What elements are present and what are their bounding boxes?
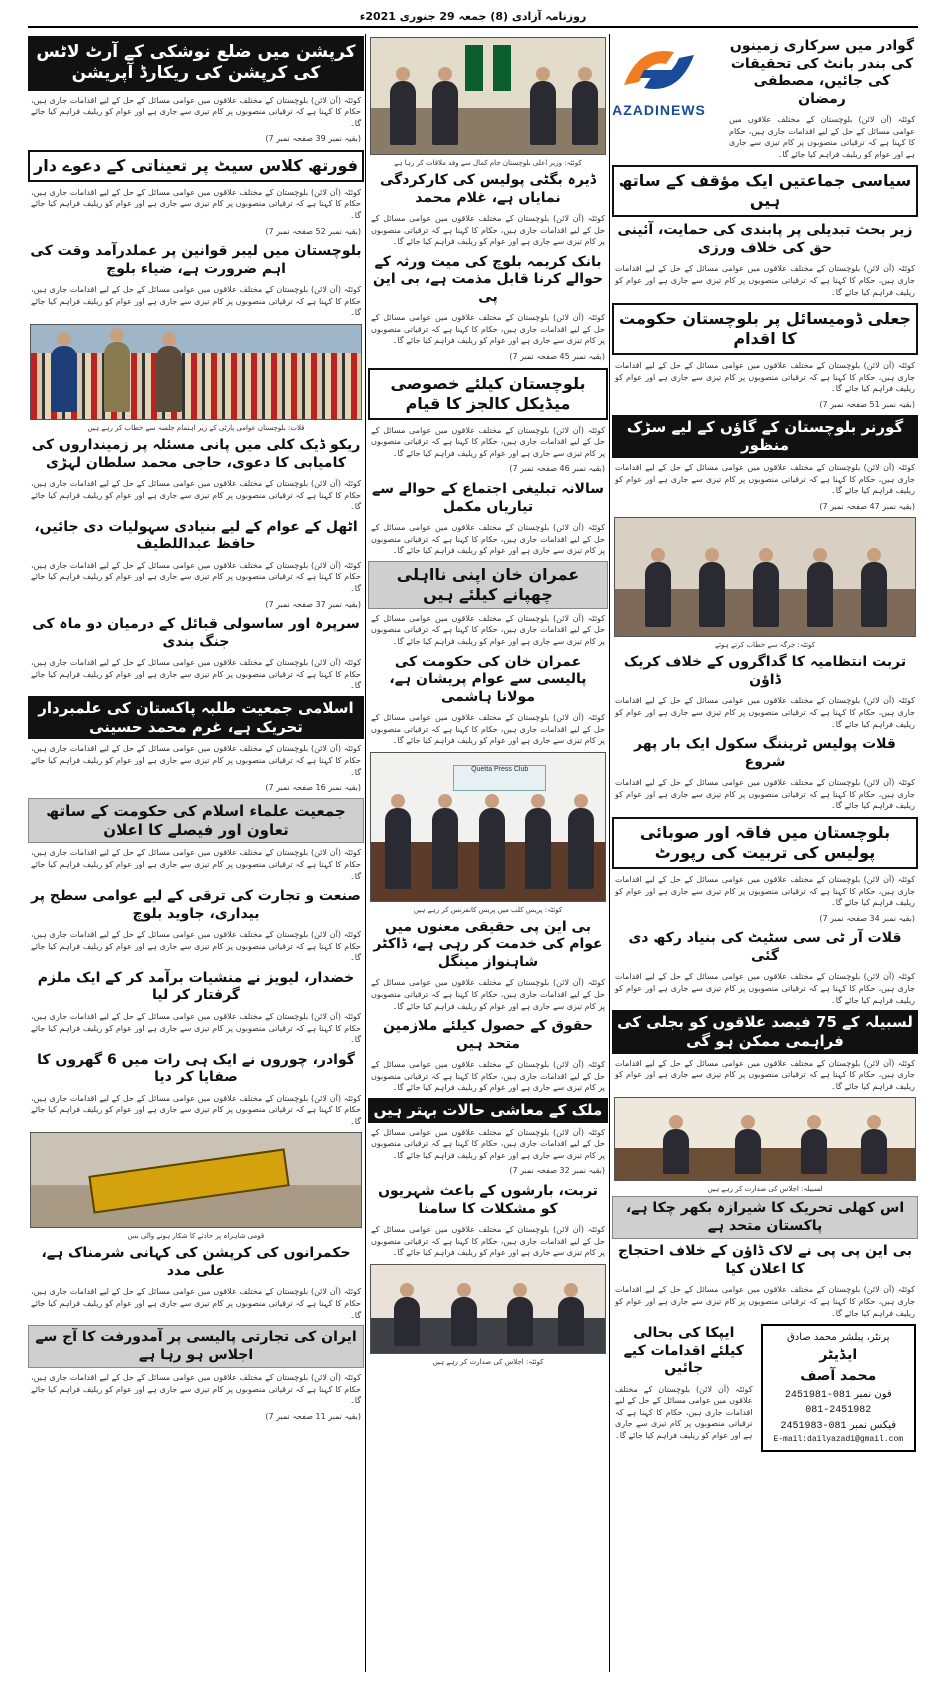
headline: فورتھ کلاس سیٹ پر تعیناتی کے دعوے دار xyxy=(28,150,364,182)
column-rule xyxy=(609,34,610,1672)
article-body: کوئٹہ (آن لائن) بلوچستان کے مختلف علاقوں میں عوامی مسائل کے حل کے لیے اقدامات جاری ہیں، حکام کا کہنا ہے کہ ترقیاتی منصوبوں پر کام تیزی سے جاری ہے اور عوام کو ریلیف فراہم کیا جائے گا۔ xyxy=(371,613,605,646)
article-body: کوئٹہ (آن لائن) بلوچستان کے مختلف علاقوں میں عوامی مسائل کے حل کے لیے اقدامات جاری ہیں، حکام کا کہنا ہے کہ ترقیاتی منصوبوں پر کام تیزی سے جاری ہے اور عوام کو ریلیف فراہم کیا جائے گا۔ xyxy=(615,696,915,729)
press-conference-photo xyxy=(370,752,606,902)
article-body: کوئٹہ (آن لائن) بلوچستان کے مختلف علاقوں میں عوامی مسائل کے حل کے لیے اقدامات جاری ہیں، حکام کا کہنا ہے کہ ترقیاتی منصوبوں پر کام تیزی سے جاری ہے اور عوام کو ریلیف فراہم کیا جائے گا۔ xyxy=(31,285,361,318)
headline: سرپرہ اور ساسولی قبائل کے درمیان دو ماہ کی جنگ بندی xyxy=(32,616,360,650)
bus-accident-photo xyxy=(30,1132,362,1228)
right-column xyxy=(612,34,918,1672)
continuation: (بقیہ نمبر 51 صفحہ نمبر 7) xyxy=(819,399,915,409)
headline: جمعیت علماء اسلام کی حکومت کے ساتھ تعاون اور فیصلے کا اعلان xyxy=(28,798,364,844)
publisher: پرنٹر، پبلشر محمد صادق xyxy=(786,1332,890,1344)
article-body: کوئٹہ (آن لائن) بلوچستان کے مختلف علاقوں میں عوامی مسائل کے حل کے لیے اقدامات جاری ہیں، حکام کا کہنا ہے کہ ترقیاتی منصوبوں پر کام تیزی سے جاری ہے اور عوام کو ریلیف فراہم کیا جائے گا۔ xyxy=(371,978,605,1011)
article-body: کوئٹہ (آن لائن) بلوچستان کے مختلف علاقوں میں عوامی مسائل کے حل کے لیے اقدامات جاری ہیں، حکام کا کہنا ہے کہ ترقیاتی منصوبوں پر کام تیزی سے جاری ہے اور عوام کو ریلیف فراہم کیا جائے گا۔ xyxy=(615,264,915,297)
article-body: کوئٹہ (آن لائن) بلوچستان کے مختلف علاقوں میں عوامی مسائل کے حل کے لیے اقدامات جاری ہیں، حکام کا کہنا ہے کہ ترقیاتی منصوبوں پر کام تیزی سے جاری ہے اور عوام کو ریلیف فراہم کیا جائے گا۔ xyxy=(615,874,915,908)
headline: سالانہ تبلیغی اجتماع کے حوالے سے تیاریاں مکمل xyxy=(372,481,604,515)
azadi-logo-icon xyxy=(614,40,704,100)
article-body: کوئٹہ (آن لائن) بلوچستان کے مختلف علاقوں میں عوامی مسائل کے حل کے لیے اقدامات جاری ہیں، حکام کا کہنا ہے کہ ترقیاتی منصوبوں پر کام تیزی سے جاری ہے اور عوام کو ریلیف فراہم کیا جائے گا۔ xyxy=(615,778,915,811)
phone-1: 081-2451981 xyxy=(784,1390,851,1402)
continuation: (بقیہ نمبر 39 صفحہ نمبر 7) xyxy=(265,134,361,144)
headline: تربت انتظامیہ کا گداگروں کے خلاف کریک ڈاؤن xyxy=(623,654,907,688)
headline: بی این پی حقیقی معنوں میں عوام کی خدمت کر رہی ہے، ڈاکٹر شاہنواز مینگل xyxy=(373,918,603,970)
middle-column xyxy=(368,34,608,1672)
article-body: کوئٹہ (آن لائن) بلوچستان کے مختلف علاقوں میں عوامی مسائل کے حل کے لیے اقدامات جاری ہیں، حکام کا کہنا ہے کہ ترقیاتی منصوبوں پر کام تیزی سے جاری ہے اور عوام کو ریلیف فراہم کیا جائے گا۔ xyxy=(31,560,361,593)
headline: بانک کریمہ بلوچ کی میت ورثہ کے حوالے کرنا قابل مذمت ہے، بی این پی xyxy=(373,253,603,305)
continuation: (بقیہ نمبر 34 صفحہ نمبر 7) xyxy=(819,913,915,923)
headline: ایران کی تجارتی پالیسی پر آمدورفت کا آج سے اجلاس ہو رہا ہے xyxy=(28,1325,364,1368)
headline: گورنر بلوچستان کے گاؤں کے لیے سڑک منظور xyxy=(612,415,918,459)
editor-label: ایڈیٹر xyxy=(819,1347,858,1364)
article-body: کوئٹہ (آن لائن) بلوچستان کے مختلف علاقوں میں عوامی مسائل کے حل کے لیے اقدامات جاری ہیں، حکام کا کہنا ہے کہ ترقیاتی منصوبوں پر کام تیزی سے جاری ہے اور عوام کو ریلیف فراہم کیا جائے گا۔ xyxy=(31,658,361,691)
press-club-banner: Quetta Press Club xyxy=(453,765,547,792)
headline: اٹھل کے عوام کے لیے بنیادی سہولیات دی جائیں، حافظ عبداللطیف xyxy=(34,518,358,553)
headline: خضدار، لیویز نے منشیات برآمد کر کے ایک ملزم گرفتار کر لیا xyxy=(37,969,355,1004)
meeting-photo xyxy=(370,37,606,155)
meeting-photo xyxy=(614,517,916,637)
meeting-photo xyxy=(614,1097,916,1181)
headline: اسلامی جمعیت طلبہ پاکستان کی علمبردار تحریک ہے، غرم محمد حسینی xyxy=(28,696,364,740)
headline: سیاسی جماعتیں ایک مؤقف کے ساتھ ہیں xyxy=(612,165,918,217)
headline: تربت، بارشوں کے باعث شہریوں کو مشکلات کا سامنا xyxy=(378,1183,598,1217)
column-rule xyxy=(365,34,366,1672)
article-body: کوئٹہ (آن لائن) بلوچستان کے مختلف علاقوں میں عوامی مسائل کے حل کے لیے اقدامات جاری ہیں، حکام کا کہنا ہے کہ ترقیاتی منصوبوں پر کام تیزی سے جاری ہے اور عوام کو ریلیف فراہم کیا جائے گا۔ xyxy=(615,972,915,1005)
article-body: کوئٹہ (آن لائن) بلوچستان کے مختلف علاقوں میں عوامی مسائل کے حل کے لیے اقدامات جاری ہیں، حکام کا کہنا ہے کہ ترقیاتی منصوبوں پر کام تیزی سے جاری ہے اور عوام کو ریلیف فراہم کیا جائے گا۔ xyxy=(31,744,361,777)
article-body: کوئٹہ (آن لائن) بلوچستان کے مختلف علاقوں میں عوامی مسائل کے حل کے لیے اقدامات جاری ہیں، حکام کا کہنا ہے کہ ترقیاتی منصوبوں پر کام تیزی سے جاری ہے اور عوام کو ریلیف فراہم کیا جائے گا۔ xyxy=(371,313,605,346)
editor-name: محمد آصف xyxy=(800,1368,877,1385)
email: E-mail:dailyazadi@gmail.com xyxy=(773,1435,904,1445)
article-body: کوئٹہ (آن لائن) بلوچستان کے مختلف علاقوں میں عوامی مسائل کے حل کے لیے اقدامات جاری ہیں، حکام کا کہنا ہے کہ ترقیاتی منصوبوں پر کام تیزی سے جاری ہے اور عوام کو ریلیف فراہم کیا جائے گا۔ xyxy=(31,1373,361,1406)
article-body: کوئٹہ (آن لائن) بلوچستان کے مختلف علاقوں میں عوامی مسائل کے حل کے لیے اقدامات جاری ہیں، حکام کا کہنا ہے کہ ترقیاتی منصوبوں پر کام تیزی سے جاری ہے اور عوام کو ریلیف فراہم کیا جائے گا۔ xyxy=(31,1093,361,1126)
headline: جعلی ڈومیسائل پر بلوچستان حکومت کا اقدام xyxy=(612,303,918,355)
continuation: (بقیہ نمبر 45 صفحہ نمبر 7) xyxy=(509,352,605,362)
headline: گوادر، چوروں نے ایک ہی رات میں 6 گھروں کا صفایا کر دیا xyxy=(37,1051,355,1086)
headline: قلات پولیس ٹریننگ سکول ایک بار پھر شروع xyxy=(634,736,896,770)
headline: ملک کے معاشی حالات بہتر ہیں xyxy=(368,1098,608,1123)
headline: ڈیرہ بگٹی پولیس کی کارکردگی نمایاں ہے، غلام محمد xyxy=(379,172,597,206)
article-body: کوئٹہ (آن لائن) بلوچستان کے مختلف علاقوں میں عوامی مسائل کے حل کے لیے اقدامات جاری ہیں، حکام کا کہنا ہے کہ ترقیاتی منصوبوں پر کام تیزی سے جاری ہے اور عوام کو ریلیف فراہم کیا جائے گا۔ xyxy=(31,1287,361,1320)
photo-caption: کوئٹہ: اجلاس کی صدارت کر رہے ہیں xyxy=(432,1357,544,1366)
headline: ایپکا کی بحالی کیلئے اقدامات کیے جائیں xyxy=(623,1325,744,1377)
article-body: کوئٹہ (آن لائن) بلوچستان کے مختلف علاقوں میں عوامی مسائل کے حل کے لیے اقدامات جاری ہیں، حکام کا کہنا ہے کہ ترقیاتی منصوبوں پر کام تیزی سے جاری ہے اور عوام کو ریلیف فراہم کیا جائے گا۔ xyxy=(371,214,605,247)
headline: زیر بحث تبدیلی پر پابندی کی حمایت، آئینی حق کی خلاف ورزی xyxy=(617,222,913,256)
article-body: کوئٹہ (آن لائن) بلوچستان کے مختلف علاقوں میں عوامی مسائل کے حل کے لیے اقدامات جاری ہیں، حکام کا کہنا ہے کہ ترقیاتی منصوبوں پر کام تیزی سے جاری ہے اور عوام کو ریلیف فراہم کیا جائے گا۔ xyxy=(31,479,361,512)
azadi-logo xyxy=(614,36,724,128)
phone-label: فون نمبر xyxy=(854,1389,892,1401)
article-body: کوئٹہ (آن لائن) بلوچستان کے مختلف علاقوں میں عوامی مسائل کے حل کے لیے اقدامات جاری ہیں، حکام کا کہنا ہے کہ ترقیاتی منصوبوں پر کام تیزی سے جاری ہے اور عوام کو ریلیف فراہم کیا جائے گا۔ xyxy=(729,115,915,159)
headline: عمران خان کی حکومت کی پالیسی سے عوام پریشان ہے، مولانا ہاشمی xyxy=(389,653,587,705)
headline: بلوچستان کیلئے خصوصی میڈیکل کالجز کا قیام xyxy=(368,368,608,420)
newspaper-page xyxy=(28,10,918,1672)
headline: صنعت و تجارت کی ترقی کے لیے عوامی سطح پر بیداری، جاوید بلوچ xyxy=(31,888,361,922)
continuation: (بقیہ نمبر 47 صفحہ نمبر 7) xyxy=(819,501,915,511)
article-body: کوئٹہ (آن لائن) بلوچستان کے مختلف علاقوں میں عوامی مسائل کے حل کے لیے اقدامات جاری ہیں، حکام کا کہنا ہے کہ ترقیاتی منصوبوں پر کام تیزی سے جاری ہے اور عوام کو ریلیف فراہم کیا جائے گا۔ xyxy=(31,930,361,963)
headline: اس کھلی تحریک کا شیرازہ بکھر چکا ہے، پاکستان متحد ہے xyxy=(612,1196,918,1239)
article-body: کوئٹہ (آن لائن) بلوچستان کے مختلف علاقوں میں عوامی مسائل کے حل کے لیے اقدامات جاری ہیں، حکام کا کہنا ہے کہ ترقیاتی منصوبوں پر کام تیزی سے جاری ہے اور عوام کو ریلیف فراہم کیا جائے گا۔ xyxy=(31,95,361,128)
article-body: کوئٹہ (آن لائن) بلوچستان کے مختلف علاقوں میں عوامی مسائل کے حل کے لیے اقدامات جاری ہیں، حکام کا کہنا ہے کہ ترقیاتی منصوبوں پر کام تیزی سے جاری ہے اور عوام کو ریلیف فراہم کیا جائے گا۔ xyxy=(31,187,361,221)
headline: حکمرانوں کی کرپشن کی کہانی شرمناک ہے، علی مدد xyxy=(41,1245,351,1279)
headline: بلوچستان میں فاقہ اور صوبائی پولیس کی تربیت کی رپورٹ xyxy=(612,817,918,869)
headline: بلوچستان میں لیبر قوانین پر عملدرآمد وقت کی اہم ضرورت ہے، ضیاء بلوچ xyxy=(30,243,362,277)
photo-caption: کوئٹہ: وزیر اعلی بلوچستان جام کمال سے وفد ملاقات کر رہا ہے xyxy=(394,159,582,167)
photo-caption: کوئٹہ: جرگہ سے خطاب کرتے ہوئے xyxy=(715,641,815,650)
left-column xyxy=(28,34,364,1672)
continuation: (بقیہ نمبر 37 صفحہ نمبر 7) xyxy=(265,599,361,609)
photo-caption: کوئٹہ: پریس کلب میں پریس کانفرنس کر رہے ہیں xyxy=(413,905,563,914)
fax-label: فیکس نمبر xyxy=(849,1420,897,1432)
headline: حقوق کے حصول کیلئے ملازمین متحد ہیں xyxy=(383,1018,593,1052)
continuation: (بقیہ نمبر 16 صفحہ نمبر 7) xyxy=(265,783,361,793)
photo-caption: قلات: بلوچستان عوامی پارٹی کے زیر اہتمام جلسہ سے خطاب کر رہے ہیں xyxy=(87,424,305,433)
headline: قلات آر ٹی سی سٹیٹ کی بنیاد رکھ دی گئی xyxy=(628,930,902,964)
contact-box xyxy=(761,1324,917,1452)
continuation: (بقیہ نمبر 32 صفحہ نمبر 7) xyxy=(509,1166,605,1176)
headline: عمران خان اپنی نااہلی چھپانے کیلئے ہیں xyxy=(368,561,608,609)
article-body: کوئٹہ (آن لائن) بلوچستان کے مختلف علاقوں میں عوامی مسائل کے حل کے لیے اقدامات جاری ہیں، حکام کا کہنا ہے کہ ترقیاتی منصوبوں پر کام تیزی سے جاری ہے اور عوام کو ریلیف فراہم کیا جائے گا۔ xyxy=(615,1285,915,1318)
continuation: (بقیہ نمبر 46 صفحہ نمبر 7) xyxy=(509,464,605,474)
article-body: کوئٹہ (آن لائن) بلوچستان کے مختلف علاقوں میں عوامی مسائل کے حل کے لیے اقدامات جاری ہیں، حکام کا کہنا ہے کہ ترقیاتی منصوبوں پر کام تیزی سے جاری ہے اور عوام کو ریلیف فراہم کیا جائے گا۔ xyxy=(31,1011,361,1045)
headline: گوادر میں سرکاری زمینوں کی بندر بانٹ کی تحقیقات کی جائیں، مصطفی رمضان xyxy=(729,38,915,107)
article-body: کوئٹہ (آن لائن) بلوچستان کے مختلف علاقوں میں عوامی مسائل کے حل کے لیے اقدامات جاری ہیں، حکام کا کہنا ہے کہ ترقیاتی منصوبوں پر کام تیزی سے جاری ہے اور عوام کو ریلیف فراہم کیا جائے گا۔ xyxy=(615,1058,915,1091)
article-body: کوئٹہ (آن لائن) بلوچستان کے مختلف علاقوں میں عوامی مسائل کے حل کے لیے اقدامات جاری ہیں، حکام کا کہنا ہے کہ ترقیاتی منصوبوں پر کام تیزی سے جاری ہے اور عوام کو ریلیف فراہم کیا جائے گا۔ xyxy=(615,1384,753,1441)
phone-2: 081-2451982 xyxy=(805,1405,872,1417)
article-body: کوئٹہ (آن لائن) بلوچستان کے مختلف علاقوں میں عوامی مسائل کے حل کے لیے اقدامات جاری ہیں، حکام کا کہنا ہے کہ ترقیاتی منصوبوں پر کام تیزی سے جاری ہے اور عوام کو ریلیف فراہم کیا جائے گا۔ xyxy=(371,425,605,458)
photo-caption: قومی شاہراہ پر حادثے کا شکار ہونے والی بس xyxy=(127,1232,265,1241)
headline: کرپشن میں ضلع نوشکی کے آرٹ لاٹس کی کرپشن کی ریکارڈ آپریشن xyxy=(28,36,364,91)
article-body: کوئٹہ (آن لائن) بلوچستان کے مختلف علاقوں میں عوامی مسائل کے حل کے لیے اقدامات جاری ہیں، حکام کا کہنا ہے کہ ترقیاتی منصوبوں پر کام تیزی سے جاری ہے اور عوام کو ریلیف فراہم کیا جائے گا۔ xyxy=(371,1060,605,1093)
article-body: کوئٹہ (آن لائن) بلوچستان کے مختلف علاقوں میں عوامی مسائل کے حل کے لیے اقدامات جاری ہیں، حکام کا کہنا ہے کہ ترقیاتی منصوبوں پر کام تیزی سے جاری ہے اور عوام کو ریلیف فراہم کیا جائے گا۔ xyxy=(31,848,361,881)
article-body: کوئٹہ (آن لائن) بلوچستان کے مختلف علاقوں میں عوامی مسائل کے حل کے لیے اقدامات جاری ہیں، حکام کا کہنا ہے کہ ترقیاتی منصوبوں پر کام تیزی سے جاری ہے اور عوام کو ریلیف فراہم کیا جائے گا۔ xyxy=(615,361,915,394)
article-body: کوئٹہ (آن لائن) بلوچستان کے مختلف علاقوں میں عوامی مسائل کے حل کے لیے اقدامات جاری ہیں، حکام کا کہنا ہے کہ ترقیاتی منصوبوں پر کام تیزی سے جاری ہے اور عوام کو ریلیف فراہم کیا جائے گا۔ xyxy=(371,1127,605,1160)
rally-photo xyxy=(30,324,362,420)
article-body: کوئٹہ (آن لائن) بلوچستان کے مختلف علاقوں میں عوامی مسائل کے حل کے لیے اقدامات جاری ہیں، حکام کا کہنا ہے کہ ترقیاتی منصوبوں پر کام تیزی سے جاری ہے اور عوام کو ریلیف فراہم کیا جائے گا۔ xyxy=(371,1225,605,1258)
article-body: کوئٹہ (آن لائن) بلوچستان کے مختلف علاقوں میں عوامی مسائل کے حل کے لیے اقدامات جاری ہیں، حکام کا کہنا ہے کہ ترقیاتی منصوبوں پر کام تیزی سے جاری ہے اور عوام کو ریلیف فراہم کیا جائے گا۔ xyxy=(371,713,605,746)
headline: بی این پی پی نے لاک ڈاؤن کے خلاف احتجاج کا اعلان کیا xyxy=(617,1243,913,1277)
photo-caption: لسبیلہ: اجلاس کی صدارت کر رہے ہیں xyxy=(707,1185,823,1194)
continuation: (بقیہ نمبر 52 صفحہ نمبر 7) xyxy=(265,226,361,236)
fax-number: 081-2451983 xyxy=(780,1421,847,1433)
headline: ریکو ڈیک کلی میں پانی مسئلہ پر زمینداروں کی کامیابی کا دعوی، حاجی محمد سلطان لہڑی xyxy=(31,437,361,471)
headline: لسبیلہ کے 75 فیصد علاقوں کو بجلی کی فراہمی ممکن ہو گی xyxy=(612,1010,918,1054)
dateline: روزنامہ آزادی (8) جمعہ 29 جنوری 2021ء xyxy=(28,10,918,28)
brand-name: AZADINEWS xyxy=(612,102,706,118)
article-body: کوئٹہ (آن لائن) بلوچستان کے مختلف علاقوں میں عوامی مسائل کے حل کے لیے اقدامات جاری ہیں، حکام کا کہنا ہے کہ ترقیاتی منصوبوں پر کام تیزی سے جاری ہے اور عوام کو ریلیف فراہم کیا جائے گا۔ xyxy=(371,523,605,556)
continuation: (بقیہ نمبر 11 صفحہ نمبر 7) xyxy=(265,1412,361,1422)
meeting-photo xyxy=(370,1264,606,1354)
article-body: کوئٹہ (آن لائن) بلوچستان کے مختلف علاقوں میں عوامی مسائل کے حل کے لیے اقدامات جاری ہیں، حکام کا کہنا ہے کہ ترقیاتی منصوبوں پر کام تیزی سے جاری ہے اور عوام کو ریلیف فراہم کیا جائے گا۔ xyxy=(615,463,915,496)
